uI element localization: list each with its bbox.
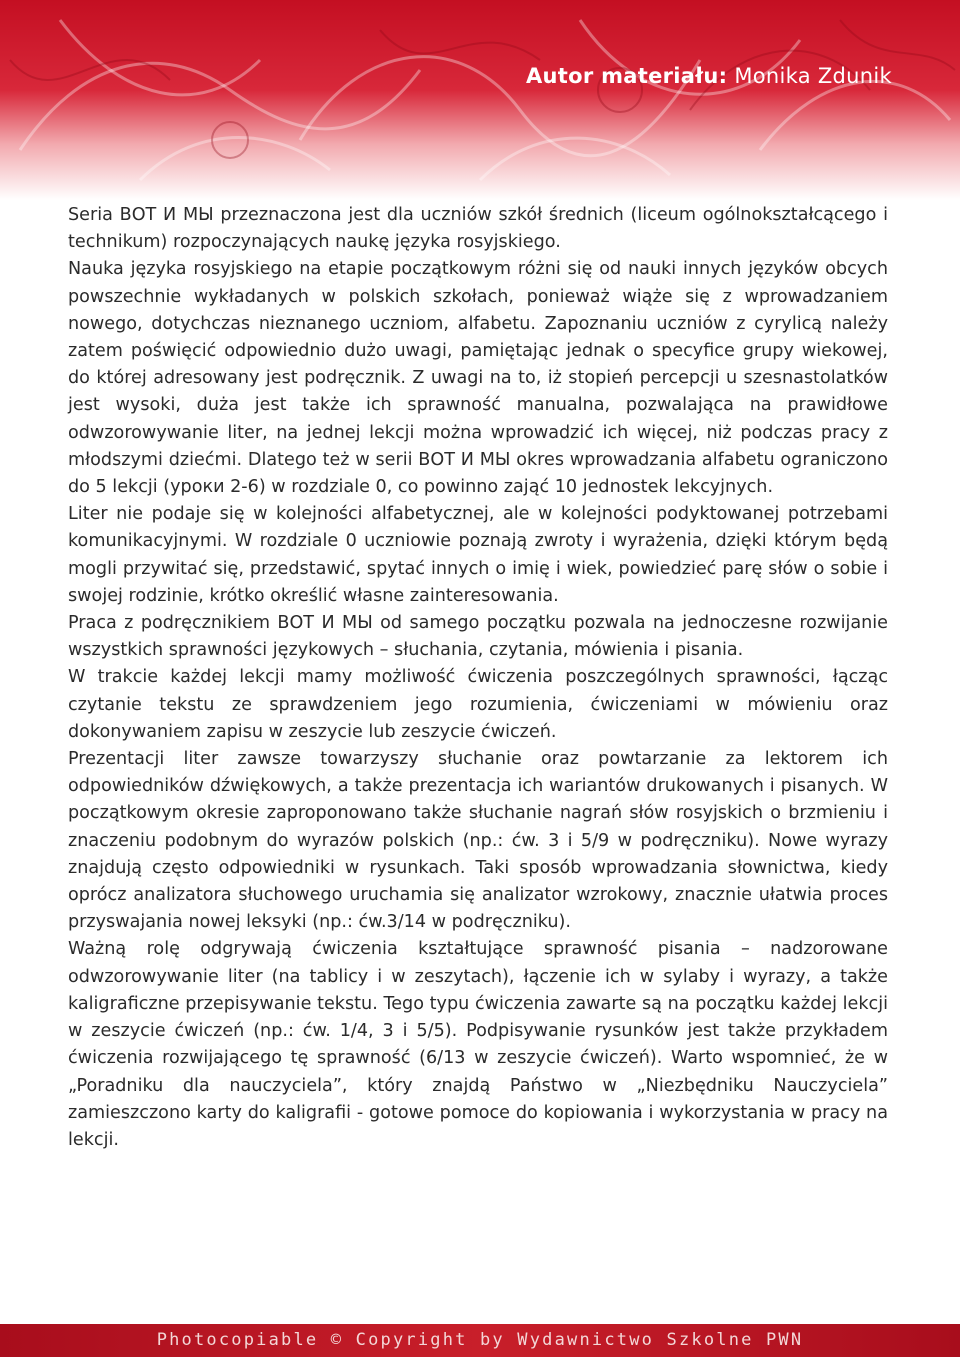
paragraph: Nauka języka rosyjskiego na etapie początkowym różni się od nauki innych języków obcych powszechnie wykładanych w polskich szkołach, ponieważ wiąże się z wprowadzaniem nowego, dotychczas nieznanego uczniom, alfabetu. Zapoznaniu uczniów z cyrylicą należy zatem poświęcić odpowiednio dużo uwagi, pamiętając jednak o specyfice grupy wiekowej, do której adresowany jest podręcznik. Z uwagi na to, iż stopień percepcji u szesnastolatków jest wysoki, duża jest także ich sprawność manualna, pozwalająca na prawidłowe odwzorowywanie liter, na jednej lekcji można wprowadzić ich więcej, niż podczas pracy z młodszymi dziećmi. Dlatego też w serii ВОТ И МЫ okres wprowadzania alfabetu ograniczono do 5 lekcji (уроки 2-6) w rozdziale 0, co powinno zająć 10 jednostek lekcyjnych. xyxy=(68,259,888,498)
paragraph: Prezentacji liter zawsze towarzyszy słuchanie oraz powtarzanie za lektorem ich odpowiedników dźwiękowych, a także prezentacja ich wariantów drukowanych i pisanych. W początkowym okresie zaproponowano także słuchanie nagrań słów rosyjskich o brzmieniu i znaczeniu podobnym do wyrazów polskich (np.: ćw. 3 i 5/9 w podręczniku). Nowe wyrazy znajdują często odpowiedniki w rysunkach. Taki sposób wprowadzania słownictwa, kiedy oprócz analizatora słuchowego uruchamia się analizator wzrokowy, znacznie ułatwia proces przyswajania nowej leksyki (np.: ćw.3/14 w podręczniku). xyxy=(68,749,888,933)
copyright-notice: Photocopiable © Copyright by Wydawnictwo Szkolne PWN xyxy=(156,1330,804,1350)
footer-bar xyxy=(0,1324,960,1357)
article-body xyxy=(68,202,888,1154)
author-name: Monika Zdunik xyxy=(734,64,892,88)
author-label: Autor materiału: xyxy=(525,64,728,88)
decorative-header-banner xyxy=(0,0,960,200)
paragraph: Liter nie podaje się w kolejności alfabetycznej, ale w kolejności podyktowanej potrzebami komunikacyjnymi. W rozdziale 0 uczniowie poznają zwroty i wyrażenia, dzięki którym będą mogli przywitać się, przedstawić, spytać innych o imię i wiek, powiedzieć parę słów o sobie i swojej rodzinie, krótko określić własne zainteresowania. xyxy=(68,504,888,606)
paragraph: Praca z podręcznikiem ВОТ И МЫ od samego początku pozwala na jednoczesne rozwijanie wszystkich sprawności językowych – słuchania, czytania, mówienia i pisania. xyxy=(68,613,888,661)
paragraph: Ważną rolę odgrywają ćwiczenia kształtujące sprawność pisania – nadzorowane odwzorowywanie liter (na tablicy i w zeszytach), łączenie ich w sylaby i wyrazy, a także kaligraficzne przepisywanie tekstu. Tego typu ćwiczenia zawarte są na początku każdej lekcji w zeszycie ćwiczeń (np.: ćw. 1/4, 3 i 5/5). Podpisywanie rysunków jest także przykładem ćwiczenia rozwijającego tę sprawność (6/13 w zeszycie ćwiczeń). Warto wspomnieć, że w „Poradniku dla nauczyciela”, który znajdą Państwo w „Niezbędniku Nauczyciela” zamieszczono karty do kaligrafii - gotowe pomoce do kopiowania i wykorzystania w pracy na lekcji. xyxy=(68,939,888,1150)
author-credit xyxy=(526,64,892,88)
paragraph: Seria ВОТ И МЫ przeznaczona jest dla uczniów szkół średnich (liceum ogólnokształcącego i technikum) rozpoczynających naukę języka rosyjskiego. xyxy=(68,205,888,253)
ornament-background xyxy=(0,0,960,200)
paragraph: W trakcie każdej lekcji mamy możliwość ćwiczenia poszczególnych sprawności, łącząc czytanie tekstu ze sprawdzeniem jego rozumienia, ćwiczeniami w mówieniu oraz dokonywaniem zapisu w zeszycie lub zeszycie ćwiczeń. xyxy=(68,667,888,742)
